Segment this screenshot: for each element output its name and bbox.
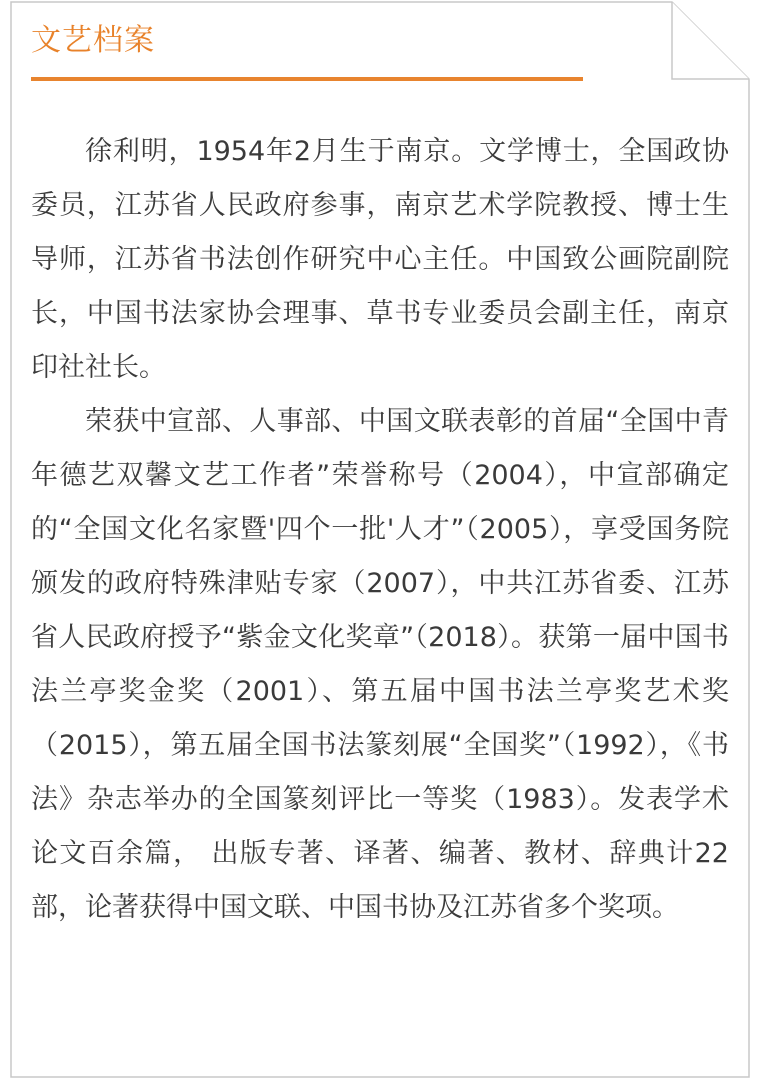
paragraph-biography: 徐利明，1954年2月生于南京。文学博士，全国政协委员，江苏省人民政府参事，南京艺术学院教授、博士生导师，江苏省书法创作研究中心主任。中国致公画院副院长，中国书法家协会理事、草书专业委员会副主任，南京印社社长。 [31, 136, 729, 383]
profile-card [10, 1, 750, 1078]
section-title: 文艺档案 [31, 23, 155, 58]
paragraph-honors: 荣获中宣部、人事部、中国文联表彰的首届“全国中青年德艺双馨文艺工作者”荣誉称号（2004），中宣部确定的“全国文化名家暨'四个一批'人才”（2005），享受国务院颁发的政府特殊津贴专家（2007），中共江苏省委、江苏省人民政府授予“紫金文化奖章”（2018）。获第一届中国书法兰亭奖金奖（2001）、第五届中国书法兰亭奖艺术奖（2015），第五届全国书法篆刻展“全国奖”（1992），《书法》杂志举办的全国篆刻评比一等奖（1983）。发表学术论文百余篇， 出版专著、译著、编著、教材、辞典计22部，论著获得中国文联、中国书协及江苏省多个奖项。 [31, 406, 729, 923]
title-underline [31, 77, 583, 81]
article-body [31, 125, 729, 935]
